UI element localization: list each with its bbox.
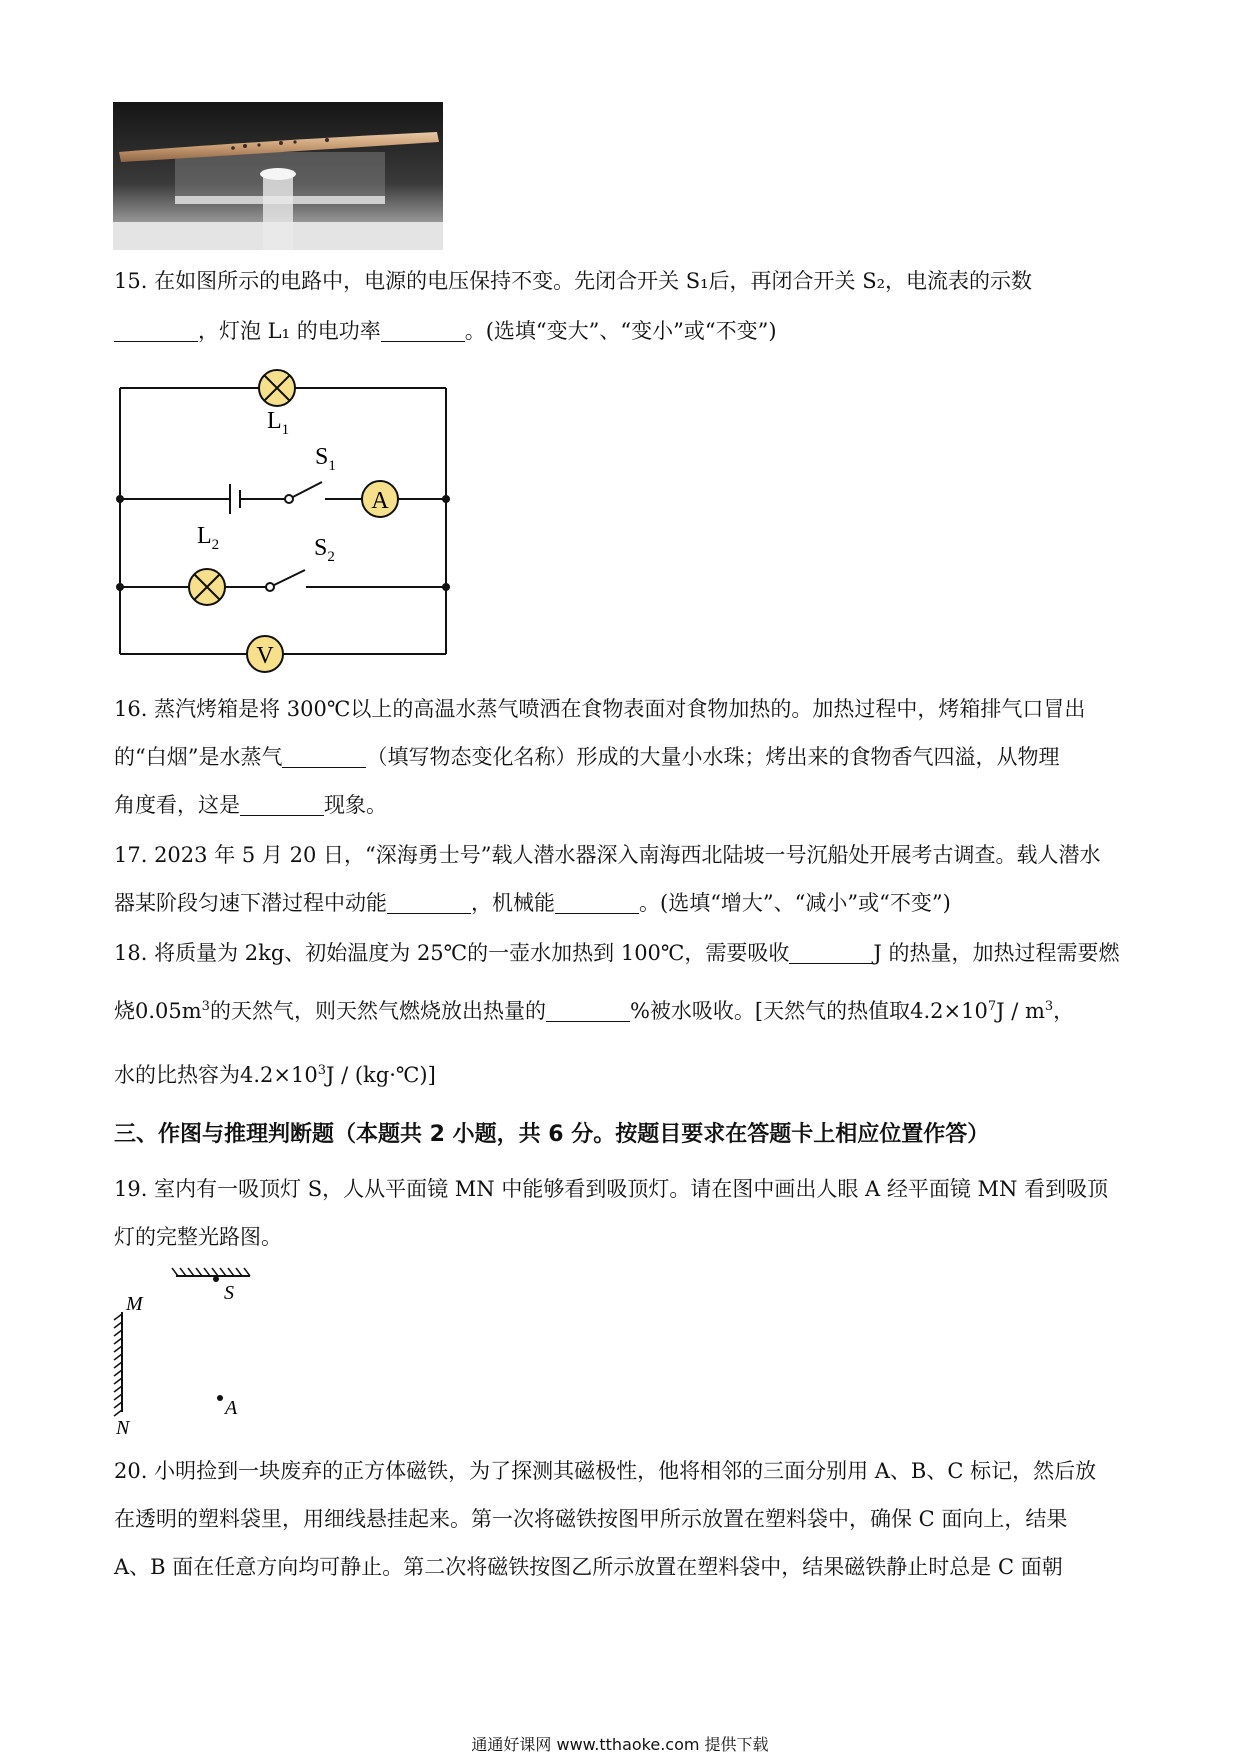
q16-blank-2[interactable]: [240, 793, 324, 816]
q17-line2: [114, 888, 951, 918]
lamp-l1-icon: [259, 370, 295, 406]
page-footer: 通通好课网 www.tthaoke.com 提供下载: [471, 1735, 769, 1754]
q18-line2-a: 烧: [114, 999, 135, 1023]
q15-line2-end: 。(选填“变大”、“变小”或“不变”): [464, 319, 777, 343]
q16-line1: 16. 蒸汽烤箱是将 300℃以上的高温水蒸气喷洒在食物表面对食物加热的。加热过程中，烤箱排气口冒出: [114, 697, 1086, 721]
q20-line2: 在透明的塑料袋里，用细线悬挂起来。第一次将磁铁按图甲所示放置在塑料袋中，确保 C 面向上，结果: [114, 1507, 1068, 1531]
bone-flute-photo: [113, 102, 443, 250]
q16-blank-1[interactable]: [282, 745, 366, 768]
q18-line3-end: ]: [427, 1063, 436, 1087]
q16-line2: [114, 742, 1059, 772]
q18-line1-end: J 的热量，加热过程需要燃: [873, 941, 1120, 965]
label-m: M: [126, 1293, 143, 1315]
q15-line2-mid: ，灯泡 L₁ 的电功率: [198, 319, 381, 343]
q18-blank-2[interactable]: [546, 999, 630, 1022]
label-s2: $S_2$: [314, 535, 335, 565]
label-l2: $L_2$: [197, 523, 220, 553]
ammeter-label: A: [371, 488, 389, 514]
label-a: A: [225, 1397, 238, 1419]
q16-line2-end: （填写物态变化名称）形成的大量小水珠；烤出来的食物香气四溢，从物理: [366, 745, 1060, 769]
label-l1: $L_1$: [267, 408, 290, 438]
q16-line2-start: 的“白烟”是水蒸气: [114, 745, 283, 769]
q15-blank-2[interactable]: [381, 319, 465, 342]
label-s: S: [224, 1282, 234, 1304]
voltmeter-label: V: [256, 643, 274, 669]
q18-specific-heat: $4.2\times 10^3J$ / (kg·℃): [240, 1063, 428, 1087]
q16-line3: [114, 790, 387, 820]
label-s1: $S_1$: [315, 444, 336, 474]
q18-line3: [114, 1056, 436, 1090]
q19-mirror-diagram: [100, 1262, 320, 1442]
eye-point-a: [217, 1395, 223, 1401]
q18-line2-b: 的天然气，则天然气燃烧放出热量的: [209, 999, 546, 1023]
q17-line2-mid: ，机械能: [471, 891, 555, 915]
q17-blank-2[interactable]: [555, 891, 639, 914]
q18-line2: [114, 992, 1074, 1026]
q15-line1: 15. 在如图所示的电路中，电源的电压保持不变。先闭合开关 S₁后，再闭合开关 S₂，电流表的示数: [114, 269, 1033, 293]
q15-line2: [114, 316, 777, 346]
q18-line2-comma: ，: [1053, 999, 1075, 1023]
q16-line3-end: 现象。: [324, 793, 387, 817]
q20-line1: 20. 小明捡到一块废弃的正方体磁铁，为了探测其磁极性，他将相邻的三面分别用 A、B、C 标记，然后放: [114, 1459, 1097, 1483]
q15-circuit-diagram: [100, 356, 470, 676]
q19-line2: 灯的完整光路图。: [114, 1225, 282, 1249]
q19-line1: 19. 室内有一吸顶灯 S，人从平面镜 MN 中能够看到吸顶灯。请在图中画出人眼 A 经平面镜 MN 看到吸顶: [114, 1177, 1109, 1201]
q20-line3: A、B 面在任意方向均可静止。第二次将磁铁按图乙所示放置在塑料袋中，结果磁铁静止时总是 C 面朝: [114, 1555, 1063, 1579]
q18-line1: [114, 938, 1120, 968]
q17-blank-1[interactable]: [387, 891, 471, 914]
q18-line2-c: %被水吸收。[天然气的热值取: [629, 999, 911, 1023]
lamp-point-s: [213, 1276, 219, 1282]
q18-gas-volume: $0.05m^3$: [135, 999, 210, 1023]
q17-line1: 17. 2023 年 5 月 20 日，“深海勇士号”载人潜水器深入南海西北陆坡一号沉船处开展考古调查。载人潜水: [114, 843, 1101, 867]
q18-line3-a: 水的比热容为: [114, 1063, 240, 1087]
q17-line2-start: 器某阶段匀速下潜过程中动能: [114, 891, 387, 915]
q18-blank-1[interactable]: [789, 941, 873, 964]
q16-line3-start: 角度看，这是: [114, 793, 240, 817]
q15-blank-1[interactable]: [114, 319, 198, 342]
q17-line2-end: 。(选填“增大”、“减小”或“不变”): [639, 891, 951, 915]
label-n: N: [116, 1417, 130, 1439]
q18-heat-value: $4.2\times 10^7J / m^3$: [910, 999, 1054, 1023]
section3-heading: 三、作图与推理判断题（本题共 2 小题，共 6 分。按题目要求在答题卡上相应位置作答）: [114, 1122, 990, 1147]
q18-line1-start: 18. 将质量为 2kg、初始温度为 25℃的一壶水加热到 100℃，需要吸收: [114, 941, 790, 965]
lamp-l2-icon: [189, 569, 225, 605]
